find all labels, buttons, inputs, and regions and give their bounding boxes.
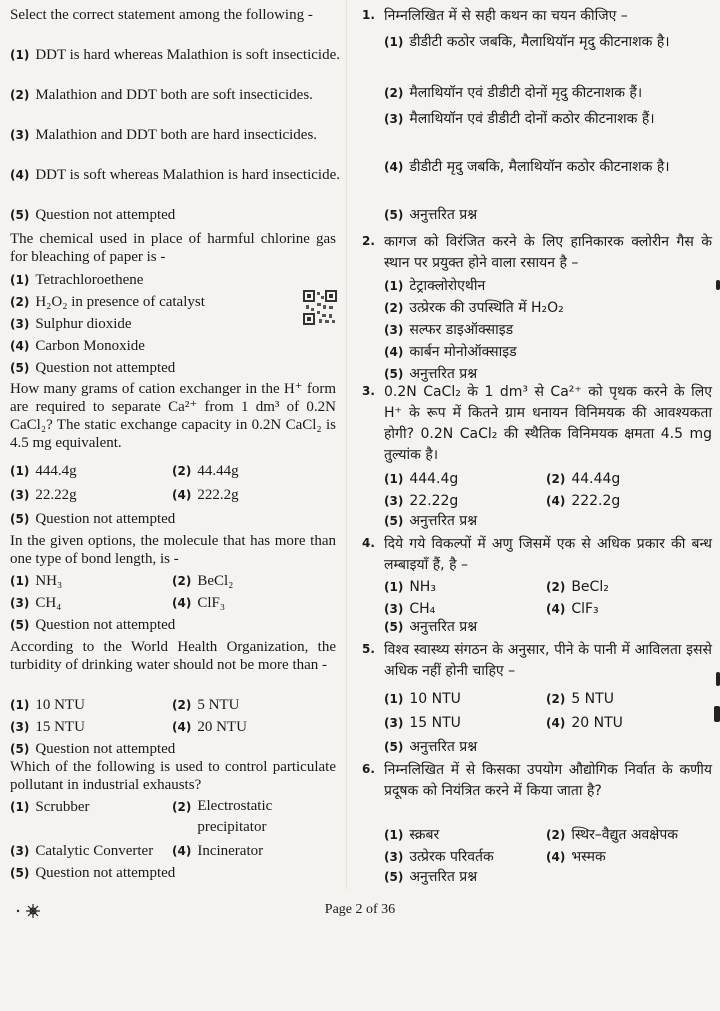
option-4: (4) 20 NTU <box>546 715 623 731</box>
option-text: Malathion and DDT both are hard insecticides. <box>35 127 318 143</box>
option-4: (4) डीडीटी मृदु जबकि, मैलाथियॉन कठोर कीटनाशक है। <box>384 159 670 175</box>
option-2: (2) 44.44g <box>546 471 621 487</box>
question-number: 1. <box>362 8 375 22</box>
option-3: (3) CH₄ <box>10 595 62 611</box>
option-2: (2) BeCl₂ <box>172 573 234 589</box>
option-2 <box>10 86 362 104</box>
question-stem: How many grams of cation exchanger in the H⁺ form are required to separate Ca²⁺ from 1 dm³ of 0.2N CaCl₂? The static exchange capacity in 0.2N CaCl₂ is 4.5 mg equivalent. <box>10 381 336 451</box>
option-3: (3) CH₄ <box>384 601 436 617</box>
question-stem: 0.2N CaCl₂ के 1 dm³ से Ca²⁺ को पृथक करने के लिए H⁺ के रूप में कितने ग्राम धनायन विनिमयक की आवश्यकता होगी? 0.2N CaCl₂ की स्थैतिक विनिमयक क्षमता 4.5 mg तुल्यांक है। <box>384 384 712 463</box>
option-4: (4) Incinerator <box>172 843 264 859</box>
option-1 <box>10 46 362 64</box>
option-5: (5) Question not attempted <box>10 511 176 527</box>
option-5: (5) Question not attempted <box>10 360 176 376</box>
question-stem: निम्नलिखित में से किसका उपयोग औद्योगिक निर्वात के कणीय प्रदूषक को नियंत्रित करने में किया जाता है? <box>384 762 712 799</box>
question-4-hi <box>362 534 712 635</box>
option-5: (5) अनुत्तरित प्रश्न <box>384 619 478 635</box>
question-stem: विश्व स्वास्थ्य संगठन के अनुसार, पीने के पानी में आविलता इससे अधिक नहीं होनी चाहिए – <box>384 642 712 679</box>
question-4-en <box>10 532 336 633</box>
option-number: (1) <box>10 48 30 62</box>
option-number: (3) <box>10 128 30 142</box>
option-2: (2) H₂O₂ in presence of catalyst <box>10 294 205 310</box>
scan-mark <box>716 672 720 686</box>
option-1: (1) 10 NTU <box>384 691 461 707</box>
option-4: (4) 20 NTU <box>172 719 247 735</box>
option-2: (2) Electrostatic precipitator <box>172 798 273 835</box>
option-4 <box>10 166 362 184</box>
question-number: 2. <box>362 234 375 248</box>
option-5: (5) अनुत्तरित प्रश्न <box>384 207 478 223</box>
option-4: (4) भस्मक <box>546 849 606 865</box>
option-text: DDT is hard whereas Malathion is soft insecticide. <box>35 47 340 63</box>
option-5: (5) अनुत्तरित प्रश्न <box>384 513 478 529</box>
option-3: (3) 22.22g <box>384 493 459 509</box>
scan-mark <box>716 280 720 290</box>
question-stem: The chemical used in place of harmful chlorine gas for bleaching of paper is - <box>10 231 336 265</box>
option-2: (2) उत्प्रेरक की उपस्थिति में H₂O₂ <box>384 300 564 316</box>
option-3: (3) उत्प्रेरक परिवर्तक <box>384 849 494 865</box>
option-1: (1) 10 NTU <box>10 697 85 713</box>
question-number: 6. <box>362 762 375 776</box>
option-2: (2) मैलाथियॉन एवं डीडीटी दोनों मृदु कीटनाशक हैं। <box>384 85 643 101</box>
option-1: (1) NH₃ <box>384 579 436 595</box>
option-1: (1) टेट्राक्लोरोएथीन <box>384 278 486 294</box>
question-3-hi <box>362 382 712 529</box>
option-1: (1) स्क्रबर <box>384 827 440 843</box>
question-1-hi <box>362 6 712 223</box>
question-stem: Select the correct statement among the following - <box>10 7 313 23</box>
scan-mark <box>714 706 720 722</box>
question-6-hi <box>362 760 712 885</box>
option-4: (4) ClF₃ <box>546 601 599 617</box>
question-5-hi <box>362 640 712 755</box>
option-2: (2) 44.44g <box>172 463 239 479</box>
option-3: (3) 22.22g <box>10 487 77 503</box>
option-4: (4) ClF₃ <box>172 595 226 611</box>
option-3 <box>10 126 362 144</box>
option-3: (3) सल्फर डाइऑक्साइड <box>384 322 514 338</box>
question-stem: In the given options, the molecule that has more than one type of bond length, is - <box>10 533 336 567</box>
option-5 <box>10 206 175 224</box>
option-text: DDT is soft whereas Malathion is hard insecticide. <box>35 167 340 183</box>
option-text: Question not attempted <box>35 207 176 223</box>
question-number: 4. <box>362 536 375 550</box>
option-number: (4) <box>10 168 30 182</box>
question-stem: Which of the following is used to control particulate pollutant in industrial exhausts? <box>10 759 336 793</box>
option-5: (5) अनुत्तरित प्रश्न <box>384 739 478 755</box>
question-2-hi <box>362 232 712 382</box>
option-3: (3) Sulphur dioxide <box>10 316 132 332</box>
option-number: (5) <box>10 208 30 222</box>
option-4: (4) 222.2g <box>546 493 621 509</box>
question-stem: कागज को विरंजित करने के लिए हानिकारक क्लोरीन गैस के स्थान पर प्रयुक्त होने वाला रसायन है – <box>384 234 712 271</box>
question-3-en <box>10 380 336 527</box>
option-1: (1) NH₃ <box>10 573 63 589</box>
option-1: (1) 444.4g <box>384 471 459 487</box>
option-2: (2) 5 NTU <box>172 697 240 713</box>
option-4: (4) कार्बन मोनोऑक्साइड <box>384 344 517 360</box>
option-5: (5) Question not attempted <box>10 741 176 757</box>
option-1: (1) डीडीटी कठोर जबकि, मैलाथियॉन मृदु कीटनाशक है। <box>384 34 670 50</box>
option-2: (2) BeCl₂ <box>546 579 609 595</box>
option-3: (3) Catalytic Converter <box>10 843 154 859</box>
question-stem: दिये गये विकल्पों में अणु जिसमें एक से अधिक प्रकार की बन्ध लम्बाइयाँ हैं, है – <box>384 536 712 573</box>
option-5: (5) Question not attempted <box>10 865 176 881</box>
option-1: (1) Tetrachloroethene <box>10 272 144 288</box>
option-4: (4) 222.2g <box>172 487 239 503</box>
question-stem: निम्नलिखित में से सही कथन का चयन कीजिए – <box>384 8 628 24</box>
option-3: (3) 15 NTU <box>10 719 85 735</box>
option-5: (5) Question not attempted <box>10 617 176 633</box>
option-4: (4) Carbon Monoxide <box>10 338 145 354</box>
option-number: (2) <box>10 88 30 102</box>
question-number: 5. <box>362 642 375 656</box>
page-footer <box>0 902 720 922</box>
option-1: (1) Scrubber <box>10 799 90 815</box>
question-stem: According to the World Health Organization, the turbidity of drinking water should not be more than - <box>10 639 336 673</box>
question-5-en <box>10 638 336 757</box>
option-3: (3) 15 NTU <box>384 715 461 731</box>
option-2: (2) स्थिर–वैद्युत अवक्षेपक <box>546 827 679 843</box>
question-2-en <box>10 230 336 376</box>
question-6-en <box>10 758 336 881</box>
page-number: Page 2 of 36 <box>324 902 396 917</box>
option-2: (2) 5 NTU <box>546 691 614 707</box>
option-5: (5) अनुत्तरित प्रश्न <box>384 869 478 885</box>
question-1-en <box>10 6 340 223</box>
option-3: (3) मैलाथियॉन एवं डीडीटी दोनों कठोर कीटनाशक हैं। <box>384 111 655 127</box>
qr-code-icon <box>303 290 337 326</box>
option-5: (5) अनुत्तरित प्रश्न <box>384 366 478 382</box>
option-text: Malathion and DDT both are soft insecticides. <box>35 87 313 103</box>
question-number: 3. <box>362 384 375 398</box>
option-1: (1) 444.4g <box>10 463 77 479</box>
